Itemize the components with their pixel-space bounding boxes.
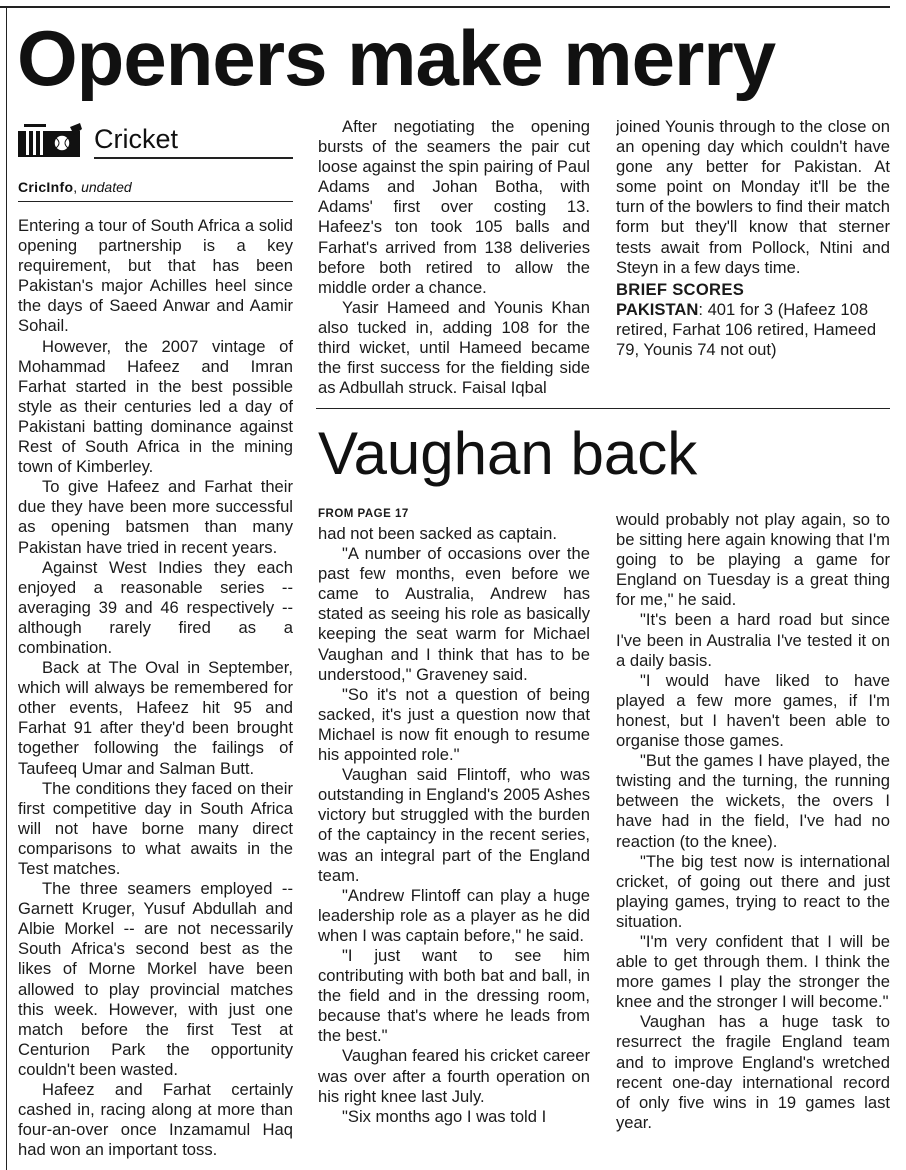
paragraph: To give Hafeez and Farhat their due they have been more successful as opening batsmen than many Pakistan have tried in recent years. [18, 477, 293, 557]
section-label-rule [94, 157, 293, 159]
paragraph: Yasir Hameed and Younis Khan also tucked in, adding 108 for the third wicket, until Hameed became the first success for the fielding side as Adbullah struck. Faisal Iqbal [318, 297, 590, 398]
brief-scores-team: PAKISTAN [616, 299, 699, 319]
brief-scores-score: : 401 for 3 (Hafeez 108 retired, Farhat 106 retired, Hameed 79, Younis 74 not out) [616, 299, 877, 360]
brief-scores-body [616, 300, 890, 360]
paragraph: Back at The Oval in September, which will always be remembered for other events, Hafeez hit 95 and Farhat 91 after they'd been brought together following the failings of Taufeeq Umar and Salman Butt. [18, 658, 293, 778]
paragraph: had not been sacked as captain. [318, 524, 557, 543]
headline-vaughan: Vaughan back [318, 420, 698, 487]
brief-scores-heading: BRIEF SCORES [616, 279, 745, 299]
article-divider [316, 408, 890, 409]
paragraph: "So it's not a question of being sacked, it's just a question now that Michael is now fit enough to resume his appointed role." [318, 684, 590, 765]
paragraph: Hafeez and Farhat certainly cashed in, racing along at more than four-an-over once Inzamamul Haq had won an important toss. [18, 1080, 293, 1160]
paragraph: "I just want to see him contributing with both bat and ball, in the field and in the dressing room, because that's where he leads from the best." [318, 945, 590, 1046]
article1-column-1 [18, 216, 293, 1166]
left-rule [6, 6, 7, 1170]
paragraph: "I'm very confident that I will be able to get through them. I think the more games I play the stronger the knee and the stronger I will become." [616, 931, 890, 1012]
paragraph: Vaughan said Flintoff, who was outstanding in England's 2005 Ashes victory but struggled with the burden of the captaincy in the recent series, was an integral part of the England team. [318, 765, 590, 885]
paragraph: "Six months ago I was told I [342, 1106, 547, 1126]
paragraph: Entering a tour of South Africa a solid opening partnership is a key requirement, but that has been Pakistan's major Achilles heel since the days of Saeed Anwar and Aamir Sohail. [18, 216, 293, 336]
paragraph: "A number of occasions over the past few months, even before we came to Australia, Andrew has stated as seeing his role as basically keeping the seat warm for Michael Vaughan and I think that has to be understood," Graveney said. [318, 544, 590, 684]
byline-source: CricInfo [18, 179, 74, 195]
section-label [18, 120, 293, 160]
paragraph: "The big test now is international cricket, of going out there and just playing games, trying to react to the situation. [616, 851, 890, 931]
paragraph: "But the games I have played, the twisting and the turning, the running between the wickets, the overs I have had in the field, I've had no reaction (to the knee). [616, 751, 890, 851]
paragraph: "It's been a hard road but since I've been in Australia I've tested it on a daily basis. [616, 610, 890, 670]
paragraph: The three seamers employed -- Garnett Kruger, Yusuf Abdullah and Albie Morkel -- are not necessarily South Africa's second best as the likes of Morne Morkel have been allowed to play provincial matches this week. However, with just one match before the first Test at Centurion Park the opportunity couldn't been wasted. [18, 879, 293, 1079]
paragraph: However, the 2007 vintage of Mohammad Hafeez and Imran Farhat started in the best possible style as their centuries led a day of Pakistani batting dominance against Rest of South Africa in the mining town of Kimberley. [18, 336, 293, 477]
byline-date: undated [81, 179, 132, 195]
cricket-icon [18, 123, 84, 157]
paragraph: "Andrew Flintoff can play a huge leadership role as a player as he did when I was captain before," he said. [318, 885, 590, 945]
paragraph: Vaughan has a huge task to resurrect the fragile England team and to improve England's wretched recent one-day international record of only five wins in 19 games last year. [616, 1012, 890, 1132]
from-page-label: FROM PAGE 17 [318, 508, 409, 520]
article1-column-3 [616, 117, 890, 407]
article2-column-3 [616, 510, 890, 1165]
paragraph: would probably not play again, so to be sitting here again knowing that I'm going to be playing a game for England on Tuesday is a great thing for me," he said. [616, 510, 890, 610]
paragraph: After negotiating the opening bursts of the seamers the pair cut loose against the spin pairing of Paul Adams and Johan Botha, with Adams' first over costing 13. Hafeez's ton took 105 balls and Farhat's arrived from 138 deliveries before both retired to allow the middle order a chance. [318, 117, 590, 297]
section-label-text: Cricket [94, 124, 179, 154]
headline-openers: Openers make merry [17, 14, 776, 102]
paragraph: Vaughan feared his cricket career was over after a fourth operation on his right knee last July. [318, 1046, 590, 1106]
article2-column-2 [318, 524, 590, 1164]
paragraph: "I would have liked to have played a few more games, if I'm honest, but I haven't been able to organise those games. [616, 670, 890, 751]
paragraph: The conditions they faced on their first competitive day in South Africa will not have borne many direct comparisons to what awaits in the Test matches. [18, 778, 293, 878]
byline: CricInfo, undated [18, 179, 132, 195]
paragraph: joined Younis through to the close on an opening day which couldn't have gone any better for Pakistan. At some point on Monday it'll be the turn of the bowlers to find their match form but they'll know that sterner tests await from Pollock, Ntini and Steyn in a few days time. [616, 117, 890, 277]
paragraph: Against West Indies they each enjoyed a reasonable series -- averaging 39 and 46 respectively -- although rarely fired as a combination. [18, 557, 293, 657]
byline-rule [18, 201, 293, 202]
article1-column-2 [318, 117, 590, 407]
